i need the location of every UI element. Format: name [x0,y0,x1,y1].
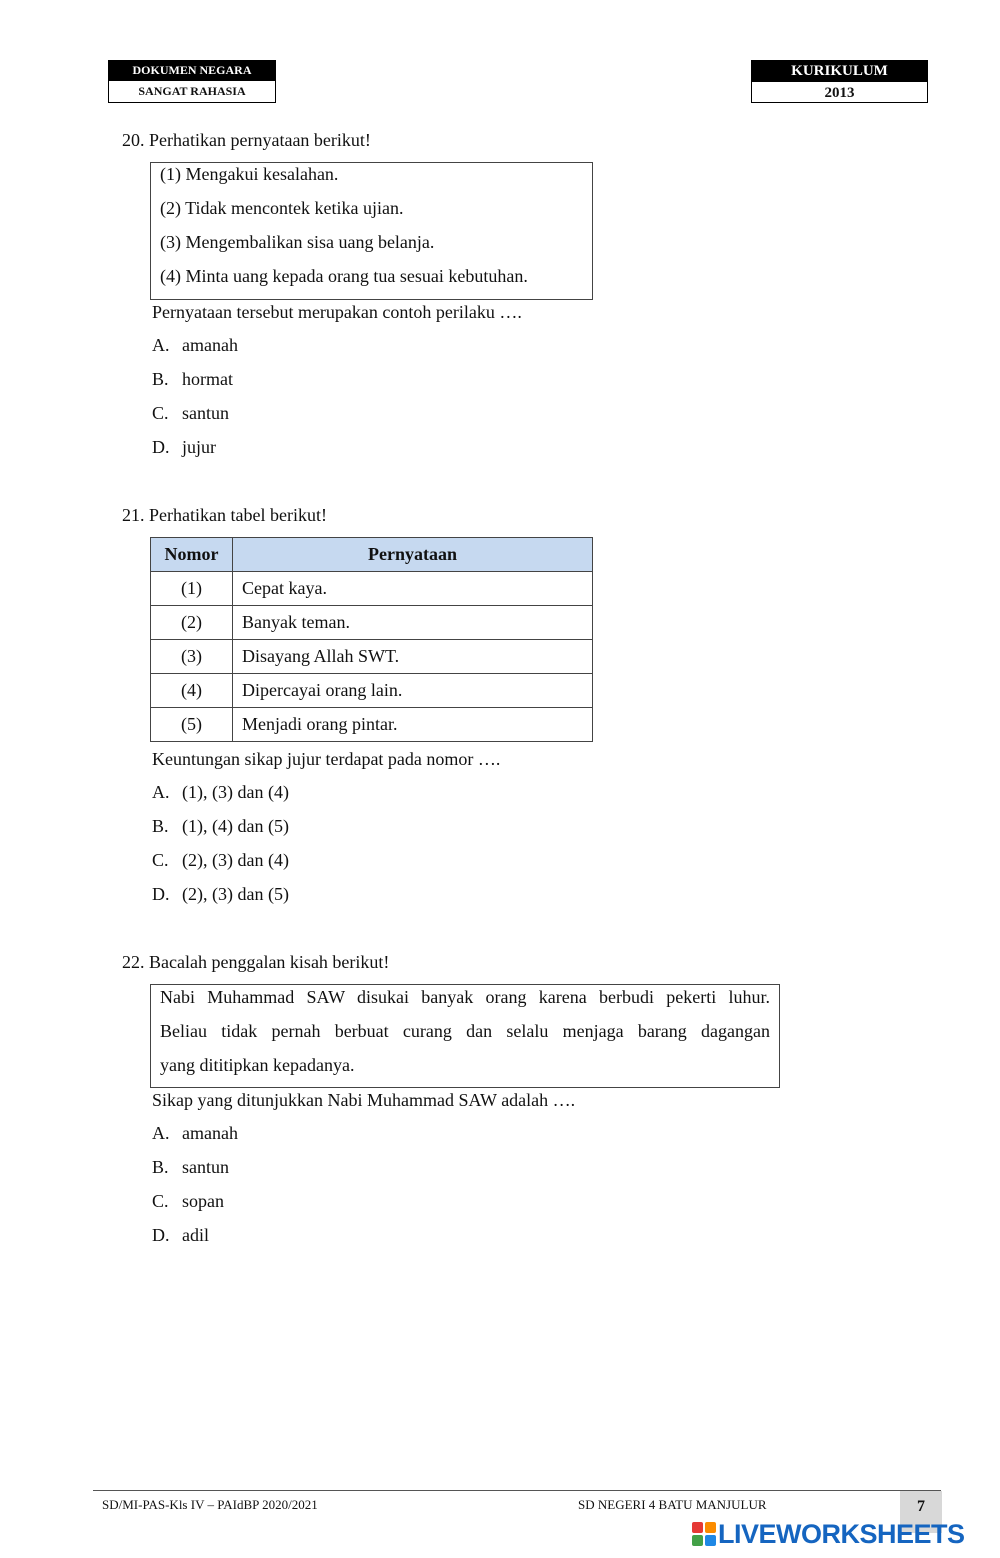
option-letter: D. [152,1225,170,1245]
curriculum-label: KURIKULUM [751,60,928,82]
q21-table [150,537,593,742]
table-cell-text: Menjadi orang pintar. [233,708,593,742]
option-letter: A. [152,782,170,802]
option-text: (2), (3) dan (5) [182,884,289,904]
table-header-pernyataan: Pernyataan [233,538,593,572]
q22-story-line-1: Nabi Muhammad SAW disukai banyak orang karena berbudi pekerti luhur. [160,987,770,1007]
option-text: santun [182,403,229,423]
table-cell-num: (4) [151,674,233,708]
option-text: jujur [182,437,216,457]
table-header-nomor: Nomor [151,538,233,572]
q22-option-a[interactable] [152,1123,238,1144]
q20-question: Pernyataan tersebut merupakan contoh perilaku …. [152,302,522,322]
option-letter: D. [152,437,170,457]
q20-statement-box [150,162,593,300]
logo-square-4 [705,1535,716,1546]
footer-course-code: SD/MI-PAS-Kls IV – PAIdBP 2020/2021 [102,1497,318,1512]
q21-option-b[interactable] [152,816,289,837]
option-text: (2), (3) dan (4) [182,850,289,870]
q20-statement-2: (2) Tidak mencontek ketika ujian. [160,198,404,218]
doc-classification-top: DOKUMEN NEGARA [108,60,276,81]
option-text: (1), (3) dan (4) [182,782,289,802]
q20-statement-3: (3) Mengembalikan sisa uang belanja. [160,232,435,252]
option-text: adil [182,1225,209,1245]
option-text: amanah [182,335,238,355]
table-cell-text: Dipercayai orang lain. [233,674,593,708]
q21-option-a[interactable] [152,782,289,803]
page-number: 7 [900,1491,942,1533]
q20-option-b[interactable] [152,369,233,390]
option-text: (1), (4) dan (5) [182,816,289,836]
q20-prompt: 20. Perhatikan pernyataan berikut! [122,130,371,150]
option-text: sopan [182,1191,224,1211]
option-letter: D. [152,884,170,904]
q21-question: Keuntungan sikap jujur terdapat pada nomor …. [152,749,501,769]
q20-statement-4: (4) Minta uang kepada orang tua sesuai kebutuhan. [160,266,528,286]
table-row [151,640,593,674]
q21-prompt: 21. Perhatikan tabel berikut! [122,505,327,525]
table-header-row [151,538,593,572]
table-cell-text: Banyak teman. [233,606,593,640]
option-text: hormat [182,369,233,389]
option-letter: B. [152,816,169,836]
table-cell-num: (1) [151,572,233,606]
option-letter: A. [152,1123,170,1143]
option-letter: C. [152,1191,169,1211]
q20-option-c[interactable] [152,403,229,424]
q21-option-d[interactable] [152,884,289,905]
curriculum-year: 2013 [751,81,928,103]
footer-school-name: SD NEGERI 4 BATU MANJULUR [578,1497,767,1512]
footer-divider [93,1490,941,1491]
option-text: santun [182,1157,229,1177]
q20-statement-1: (1) Mengakui kesalahan. [160,164,339,184]
q22-option-d[interactable] [152,1225,209,1246]
table-cell-num: (3) [151,640,233,674]
liveworksheets-watermark[interactable] [692,1518,965,1550]
q22-prompt: 22. Bacalah penggalan kisah berikut! [122,952,390,972]
table-row [151,572,593,606]
option-text: amanah [182,1123,238,1143]
logo-square-2 [705,1522,716,1533]
table-cell-text: Disayang Allah SWT. [233,640,593,674]
table-row [151,708,593,742]
option-letter: B. [152,1157,169,1177]
option-letter: A. [152,335,170,355]
table-cell-num: (2) [151,606,233,640]
option-letter: C. [152,850,169,870]
table-cell-text: Cepat kaya. [233,572,593,606]
liveworksheets-logo-icon [692,1522,716,1546]
table-cell-num: (5) [151,708,233,742]
q20-option-d[interactable] [152,437,216,458]
q22-story-line-2: Beliau tidak pernah berbuat curang dan selalu menjaga barang dagangan [160,1021,770,1041]
logo-square-3 [692,1535,703,1546]
q21-option-c[interactable] [152,850,289,871]
table-row [151,674,593,708]
doc-classification-bottom: SANGAT RAHASIA [108,80,276,103]
option-letter: B. [152,369,169,389]
q22-story-box [150,984,780,1088]
option-letter: C. [152,403,169,423]
q22-question: Sikap yang ditunjukkan Nabi Muhammad SAW adalah …. [152,1090,576,1110]
table-row [151,606,593,640]
q22-option-b[interactable] [152,1157,229,1178]
q22-option-c[interactable] [152,1191,224,1212]
q20-option-a[interactable] [152,335,238,356]
liveworksheets-text: LIVEWORKSHEETS [718,1518,965,1549]
logo-square-1 [692,1522,703,1533]
q22-story-line-3: yang dititipkan kepadanya. [160,1055,355,1075]
